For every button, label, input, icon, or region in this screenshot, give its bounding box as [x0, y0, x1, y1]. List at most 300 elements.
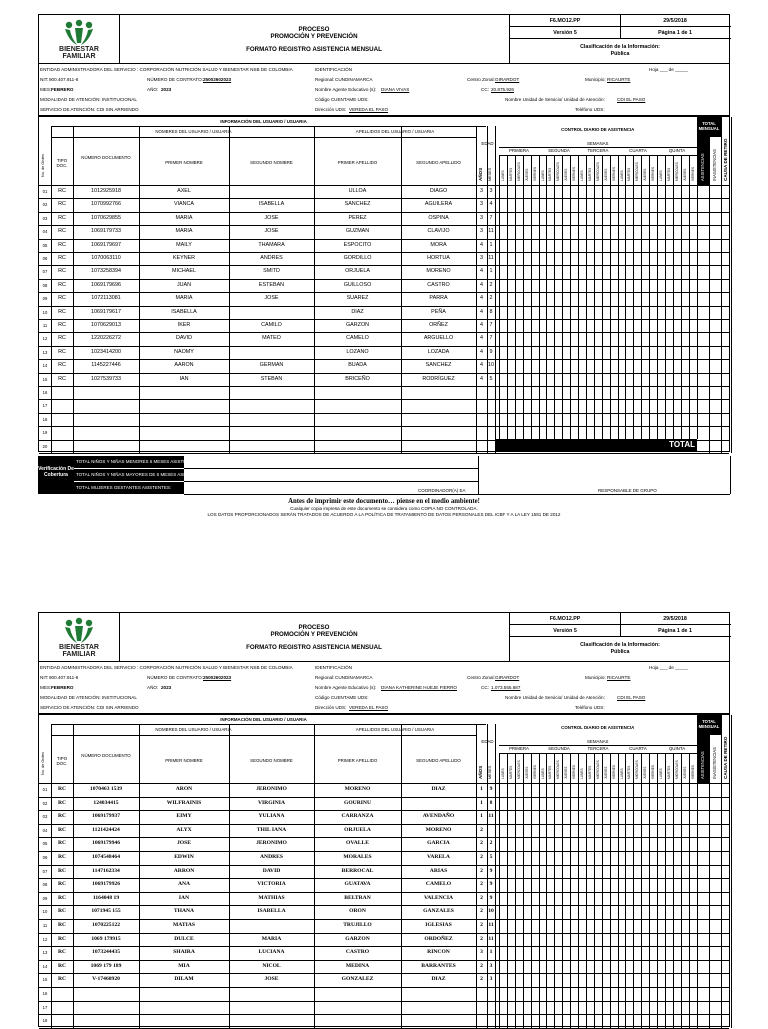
- first-surname[interactable]: GUILLOSO: [343, 282, 372, 288]
- week-1-header: PRIMERA: [508, 148, 529, 153]
- second-surname[interactable]: OSPINA: [428, 215, 449, 221]
- age-years[interactable]: 3: [480, 255, 483, 261]
- first-name[interactable]: VIANCA: [173, 201, 195, 207]
- age-months[interactable]: 8: [489, 309, 493, 315]
- second-surname[interactable]: ORÑEZ: [429, 322, 448, 328]
- rule-line: [499, 155, 697, 156]
- first-name[interactable]: JUAN: [176, 282, 192, 288]
- first-name[interactable]: NAOMY: [174, 349, 194, 355]
- document-type[interactable]: RC: [58, 322, 66, 328]
- age-months[interactable]: 7: [489, 322, 493, 328]
- first-surname[interactable]: CARRANZA: [341, 813, 374, 819]
- second-name[interactable]: ANDRES: [259, 854, 283, 860]
- format-version: Versión 5: [553, 628, 577, 634]
- day-header: MARTES: [627, 765, 631, 779]
- rule-line: [39, 1014, 729, 1015]
- modalidad-label: MODALIDAD DE ATENCIÓN: INSTITUCIONAL: [40, 97, 137, 102]
- first-name[interactable]: MARIA: [175, 228, 193, 234]
- first-name[interactable]: IAN: [179, 376, 189, 382]
- second-surname[interactable]: VARELA: [427, 854, 450, 860]
- agente-value: DIANA VIVAS: [381, 87, 410, 92]
- document-type[interactable]: RC: [58, 255, 66, 261]
- day-header: MIERCOLES: [675, 162, 679, 181]
- segundo-apellido-header: SEGUNDO APELLIDO: [416, 758, 461, 763]
- first-name[interactable]: ISABELLA: [171, 309, 197, 315]
- second-name[interactable]: SMITD: [263, 268, 280, 274]
- second-name[interactable]: MARIA: [261, 936, 282, 942]
- document-type[interactable]: RC: [57, 949, 67, 955]
- document-number[interactable]: 1070063110: [91, 255, 121, 261]
- document-type[interactable]: RC: [58, 362, 66, 368]
- rule-line: [620, 15, 621, 38]
- second-name[interactable]: JERONIMO: [256, 840, 287, 846]
- rule-line: [39, 783, 729, 784]
- document-type[interactable]: RC: [58, 335, 66, 341]
- first-surname[interactable]: ORJUELA: [344, 827, 371, 833]
- second-name[interactable]: GERMAN: [259, 362, 284, 368]
- rule-line: [401, 126, 402, 453]
- first-name[interactable]: ARRON: [173, 868, 195, 874]
- document-type[interactable]: RC: [58, 201, 66, 207]
- second-name[interactable]: MATHIAS: [258, 895, 285, 901]
- document-type[interactable]: RC: [58, 188, 66, 194]
- age-years[interactable]: 2: [480, 895, 483, 901]
- first-name[interactable]: EIMY: [176, 813, 192, 819]
- day-header: VIERNES: [612, 765, 616, 779]
- num-doc-header: NÚMERO DOCUMENTO: [81, 155, 131, 160]
- first-name[interactable]: MIA: [178, 963, 190, 969]
- first-name[interactable]: JOSE: [177, 840, 191, 846]
- age-years[interactable]: 4: [480, 376, 483, 382]
- document-type[interactable]: RC: [58, 215, 66, 221]
- age-months[interactable]: 5: [489, 854, 493, 860]
- age-months[interactable]: 5: [489, 376, 493, 382]
- second-surname[interactable]: MORA: [430, 242, 447, 248]
- rule-line: [39, 973, 729, 974]
- second-name[interactable]: DAVID: [262, 868, 281, 874]
- first-surname[interactable]: BERROCAL: [341, 868, 374, 874]
- age-years[interactable]: 3: [480, 201, 483, 207]
- age-months[interactable]: 8: [489, 800, 493, 806]
- age-years[interactable]: 1: [480, 800, 483, 806]
- document-number[interactable]: 1027539733: [91, 376, 121, 382]
- second-name[interactable]: JOSE: [264, 228, 279, 234]
- first-surname[interactable]: BRICEÑO: [345, 376, 370, 382]
- document-type[interactable]: RC: [58, 376, 66, 382]
- first-surname[interactable]: BELTRAN: [344, 895, 371, 901]
- first-surname[interactable]: GARZON: [345, 936, 370, 942]
- age-years[interactable]: 4: [480, 268, 483, 274]
- second-surname[interactable]: GANZALES: [423, 908, 454, 914]
- first-name[interactable]: SHAIRA: [173, 949, 195, 955]
- servicio-label: SERVICIO DE ATENCIÓN: CDI SIN ARRIENDO: [40, 705, 139, 710]
- primer-nombre-header: PRIMER NOMBRE: [165, 160, 203, 165]
- first-name[interactable]: IAN: [178, 895, 190, 901]
- second-name[interactable]: ISABELLA: [257, 908, 286, 914]
- rule-line: [51, 126, 52, 453]
- week-3-header: TERCERA: [587, 148, 609, 153]
- age-years[interactable]: 1: [480, 786, 483, 792]
- age-years[interactable]: 4: [480, 309, 483, 315]
- age-years[interactable]: 4: [480, 349, 483, 355]
- second-surname[interactable]: SANCHEZ: [425, 362, 452, 368]
- age-months[interactable]: 9: [489, 881, 493, 887]
- anio-label: AÑO:: [147, 87, 159, 92]
- nombres-header: NOMBRES DEL USUARIO / USUARIA: [155, 129, 232, 134]
- document-type[interactable]: RC: [58, 349, 66, 355]
- age-years[interactable]: 2: [480, 936, 483, 942]
- second-name[interactable]: NICOL: [262, 963, 281, 969]
- second-surname[interactable]: IGLESIAS: [425, 922, 452, 928]
- first-name[interactable]: MARIA: [175, 215, 193, 221]
- age-months[interactable]: 7: [489, 215, 493, 221]
- document-number[interactable]: V-17460920: [92, 976, 120, 982]
- document-number[interactable]: 1073258394: [91, 268, 121, 274]
- age-months[interactable]: 3: [489, 976, 493, 982]
- regional-value: CUNDINAMARCA: [335, 675, 373, 680]
- first-name[interactable]: WILFRAINIS: [166, 800, 202, 806]
- age-years[interactable]: 4: [480, 282, 483, 288]
- second-surname[interactable]: CAMELO: [425, 881, 452, 887]
- rule-line: [731, 117, 732, 453]
- age-years[interactable]: 4: [480, 242, 483, 248]
- first-surname[interactable]: GARZON: [345, 322, 370, 328]
- age-months[interactable]: 11: [488, 813, 494, 819]
- info-usuario-header: INFORMACIÓN DEL USUARIO / USUARIA: [220, 119, 307, 124]
- first-surname[interactable]: CASTRO: [345, 949, 370, 955]
- age-years[interactable]: 3: [480, 228, 483, 234]
- document-type[interactable]: RC: [57, 813, 67, 819]
- entidad-label: ENTIDAD ADMINISTRADORA DEL SERVICIO : CORPORACIÓN NUTRICIÓN SALUD Y BIENESTAR NSB DE COLOMBIA: [40, 665, 293, 670]
- second-surname[interactable]: RODRÍGUEZ: [422, 376, 455, 382]
- first-name[interactable]: DAVID: [175, 335, 193, 341]
- second-surname[interactable]: ARGUELLO: [423, 335, 454, 341]
- age-years[interactable]: 4: [480, 362, 483, 368]
- second-name[interactable]: JOSE: [264, 215, 279, 221]
- servicio-label: SERVICIO DE ATENCIÓN: CDI SIN ARRIENDO: [40, 107, 139, 112]
- age-years[interactable]: 3: [480, 949, 483, 955]
- document-type[interactable]: RC: [58, 268, 66, 274]
- second-name[interactable]: MATEO: [262, 335, 281, 341]
- second-name[interactable]: JERONIMO: [256, 786, 287, 792]
- document-type[interactable]: RC: [57, 786, 67, 792]
- age-months[interactable]: 11: [488, 936, 494, 942]
- document-type[interactable]: RC: [57, 908, 67, 914]
- age-years[interactable]: 2: [480, 976, 483, 982]
- second-surname[interactable]: DIAGO: [429, 188, 448, 194]
- document-number[interactable]: 1121424424: [92, 827, 120, 833]
- no-orden-header: No. de Orden: [41, 752, 45, 775]
- second-surname[interactable]: CLAVIJO: [427, 228, 450, 234]
- age-months[interactable]: 3: [489, 188, 493, 194]
- second-name[interactable]: STEBAN: [260, 376, 283, 382]
- age-years[interactable]: 4: [480, 295, 483, 301]
- attendance-table: [38, 714, 730, 1027]
- document-type[interactable]: RC: [58, 228, 66, 234]
- age-months[interactable]: 11: [488, 255, 494, 261]
- age-years[interactable]: 3: [480, 188, 483, 194]
- age-years[interactable]: 2: [480, 868, 483, 874]
- first-surname[interactable]: LOZANO: [346, 349, 369, 355]
- age-years[interactable]: 2: [480, 827, 483, 833]
- second-surname[interactable]: ARIAS: [429, 868, 448, 874]
- day-header: LUNES: [541, 170, 545, 181]
- document-number[interactable]: 1069 179 189: [90, 963, 122, 969]
- age-months[interactable]: 9: [489, 786, 493, 792]
- age-months[interactable]: 11: [488, 922, 494, 928]
- first-surname[interactable]: PEREZ: [348, 215, 367, 221]
- row-number: 01: [42, 787, 48, 792]
- mes-label: MES:: [40, 87, 52, 92]
- day-header: VIERNES: [651, 765, 655, 779]
- first-surname[interactable]: MORENO: [344, 786, 371, 792]
- age-years[interactable]: 2: [480, 922, 483, 928]
- first-name[interactable]: IKER: [177, 322, 191, 328]
- first-surname[interactable]: ESPOCITO: [343, 242, 372, 248]
- second-surname[interactable]: GARCIA: [427, 840, 450, 846]
- second-surname[interactable]: MORENO: [425, 827, 452, 833]
- municipio-label: Municipio:: [585, 77, 606, 82]
- second-surname[interactable]: AVENDAÑO: [422, 813, 455, 819]
- first-name[interactable]: ANA: [177, 881, 191, 887]
- document-number[interactable]: 1069179617: [91, 309, 121, 315]
- first-surname[interactable]: ULLOA: [348, 188, 367, 194]
- second-name[interactable]: ISABELLA: [258, 201, 285, 207]
- document-number[interactable]: 1023414200: [91, 349, 121, 355]
- day-header: LUNES: [501, 170, 505, 181]
- day-header: JUEVES: [683, 168, 687, 181]
- age-months[interactable]: 1: [489, 268, 493, 274]
- second-name[interactable]: YULIANA: [258, 813, 285, 819]
- first-name[interactable]: DULCE: [174, 936, 194, 942]
- second-surname[interactable]: HORTUA: [427, 255, 450, 261]
- day-header: LUNES: [501, 768, 505, 779]
- document-number[interactable]: 1070992766: [91, 201, 121, 207]
- first-surname[interactable]: SANCHEZ: [344, 201, 371, 207]
- first-name[interactable]: MAILY: [176, 242, 192, 248]
- document-number[interactable]: 1069 179915: [91, 936, 121, 942]
- age-months[interactable]: 1: [489, 949, 493, 955]
- document-number[interactable]: 1069179733: [91, 228, 121, 234]
- contrato-label: NÚMERO DE CONTRATO:: [147, 675, 203, 680]
- age-months[interactable]: 3: [489, 963, 493, 969]
- second-name[interactable]: VIRGINIA: [257, 800, 286, 806]
- first-surname[interactable]: GUATAVA: [344, 881, 371, 887]
- rule-line: [139, 126, 140, 453]
- day-header: VIERNES: [572, 765, 576, 779]
- age-months[interactable]: 11: [488, 228, 494, 234]
- week-2-header: SEGUNDA: [548, 148, 570, 153]
- day-header: VIERNES: [533, 765, 537, 779]
- first-name[interactable]: AXEL: [177, 188, 191, 194]
- second-surname[interactable]: CASTRO: [427, 282, 450, 288]
- second-surname[interactable]: LOZADA: [427, 349, 450, 355]
- row-number: 02: [42, 801, 48, 806]
- document-type[interactable]: RC: [57, 854, 67, 860]
- age-months[interactable]: 9: [489, 349, 493, 355]
- document-number[interactable]: 1070463 1539: [89, 786, 123, 792]
- age-years[interactable]: 4: [480, 335, 483, 341]
- segundo-nombre-header: SEGUNDO NOMBRE: [250, 160, 293, 165]
- document-type[interactable]: RC: [57, 922, 67, 928]
- document-number[interactable]: 1069179926: [92, 881, 120, 887]
- age-years[interactable]: 2: [480, 908, 483, 914]
- second-name[interactable]: ANDRES: [260, 255, 283, 261]
- first-surname[interactable]: ORJUELA: [345, 268, 370, 274]
- first-name[interactable]: ALYX: [176, 827, 192, 833]
- second-name[interactable]: THAMARA: [258, 242, 285, 248]
- responsable-label: RESPONSABLE DE GRUPO: [598, 488, 657, 493]
- document-number[interactable]: 1070629013: [91, 322, 121, 328]
- second-name[interactable]: THIL IANA: [256, 827, 287, 833]
- second-surname[interactable]: AGUILERA: [424, 201, 453, 207]
- first-surname[interactable]: DIAZ: [351, 309, 364, 315]
- document-type[interactable]: RC: [57, 976, 67, 982]
- first-name[interactable]: MATIAS: [173, 922, 195, 928]
- row-number: 13: [42, 350, 48, 355]
- primer-nombre-header: PRIMER NOMBRE: [165, 758, 203, 763]
- second-surname[interactable]: DIAZ: [431, 976, 446, 982]
- second-surname[interactable]: RINCON: [427, 949, 450, 955]
- age-months[interactable]: 2: [489, 282, 493, 288]
- second-name[interactable]: VICTORIA: [257, 881, 286, 887]
- rule-line: [314, 126, 315, 453]
- row-number: 06: [42, 256, 48, 261]
- second-surname[interactable]: VALENCIA: [423, 895, 454, 901]
- document-type[interactable]: RC: [57, 963, 67, 969]
- second-surname[interactable]: DIAZ: [431, 786, 446, 792]
- age-years[interactable]: 2: [480, 840, 483, 846]
- document-number[interactable]: 1070225122: [92, 922, 120, 928]
- age-months[interactable]: 2: [489, 840, 493, 846]
- document-type[interactable]: RC: [58, 242, 66, 248]
- first-surname[interactable]: SUAREZ: [346, 295, 369, 301]
- first-name[interactable]: KEYNER: [172, 255, 196, 261]
- second-name[interactable]: ESTEBAN: [258, 282, 285, 288]
- day-header: LUNES: [659, 170, 663, 181]
- first-surname[interactable]: GONZALEZ: [341, 976, 374, 982]
- document-number[interactable]: 1070629855: [91, 215, 121, 221]
- document-number[interactable]: 1074548464: [92, 854, 120, 860]
- document-number[interactable]: 1069179696: [91, 282, 121, 288]
- document-number[interactable]: 1073244435: [92, 949, 120, 955]
- age-months[interactable]: 10: [488, 908, 494, 914]
- first-name[interactable]: MICHAEL: [172, 268, 196, 274]
- first-name[interactable]: ARON: [175, 786, 193, 792]
- document-type[interactable]: RC: [57, 881, 67, 887]
- age-months[interactable]: 7: [489, 335, 493, 341]
- document-number[interactable]: 1071945 155: [91, 908, 121, 914]
- day-header: JUEVES: [643, 168, 647, 181]
- document-type[interactable]: RC: [58, 309, 66, 315]
- mes-label: MES:: [40, 685, 52, 690]
- age-months[interactable]: 2: [489, 295, 493, 301]
- age-months[interactable]: 9: [489, 895, 493, 901]
- document-number[interactable]: 1069179937: [92, 813, 120, 819]
- first-name[interactable]: EDWIN: [174, 854, 194, 860]
- second-surname[interactable]: PEÑA: [431, 309, 446, 315]
- municipio-value: RICAURTE: [607, 77, 631, 82]
- second-name[interactable]: JOSE: [264, 295, 279, 301]
- document-number[interactable]: 1069179946: [92, 840, 120, 846]
- first-surname[interactable]: GOURINU: [343, 800, 372, 806]
- age-years[interactable]: 4: [480, 322, 483, 328]
- age-years[interactable]: 2: [480, 854, 483, 860]
- first-surname[interactable]: TRUJILLO: [343, 922, 372, 928]
- first-surname[interactable]: GUZMAN: [345, 228, 370, 234]
- age-years[interactable]: 2: [480, 963, 483, 969]
- age-years[interactable]: 3: [480, 215, 483, 221]
- second-name[interactable]: JOSE: [264, 976, 279, 982]
- segundo-nombre-header: SEGUNDO NOMBRE: [250, 758, 293, 763]
- document-number[interactable]: 1147162334: [92, 868, 120, 874]
- first-surname[interactable]: BUADA: [348, 362, 367, 368]
- document-number[interactable]: 1164048 19: [92, 895, 120, 901]
- first-surname[interactable]: MEDINA: [345, 963, 370, 969]
- first-name[interactable]: AARON: [174, 362, 194, 368]
- document-type[interactable]: RC: [57, 936, 67, 942]
- first-name[interactable]: DILAM: [174, 976, 194, 982]
- rule-line: [51, 724, 52, 1028]
- page-number: Página 1 de 1: [658, 628, 692, 634]
- document-type[interactable]: RC: [57, 800, 67, 806]
- document-type[interactable]: RC: [57, 840, 67, 846]
- age-years[interactable]: 1: [480, 813, 483, 819]
- day-header: MIERCOLES: [517, 760, 521, 779]
- document-number[interactable]: 124034415: [93, 800, 119, 806]
- document-number[interactable]: 1072113081: [91, 295, 121, 301]
- first-name[interactable]: THANA: [173, 908, 195, 914]
- first-name[interactable]: MARIA: [175, 295, 193, 301]
- first-surname[interactable]: CAMELO: [346, 335, 369, 341]
- rule-line: [39, 960, 729, 961]
- document-type[interactable]: RC: [57, 827, 67, 833]
- edad-header: EDAD: [481, 141, 494, 146]
- entidad-label: ENTIDAD ADMINISTRADORA DEL SERVICIO : CORPORACIÓN NUTRICIÓN SALUD Y BIENESTAR NSB DE COLOMBIA: [40, 67, 293, 72]
- second-surname[interactable]: ORDOÑEZ: [424, 936, 453, 942]
- anio-value: 2023: [161, 685, 172, 690]
- anio-value: 2023: [161, 87, 172, 92]
- second-surname[interactable]: PARRA: [429, 295, 448, 301]
- age-months[interactable]: 4: [489, 201, 493, 207]
- edad-header: EDAD: [481, 739, 494, 744]
- age-years[interactable]: 2: [480, 881, 483, 887]
- document-type[interactable]: RC: [58, 282, 66, 288]
- document-number[interactable]: 1012925918: [91, 188, 121, 194]
- first-surname[interactable]: OVALLE: [346, 840, 369, 846]
- second-name[interactable]: CAMILO: [261, 322, 282, 328]
- rule-line: [39, 399, 729, 400]
- age-months[interactable]: 9: [489, 868, 493, 874]
- second-surname[interactable]: BARRANTES: [421, 963, 456, 969]
- rule-line: [39, 837, 729, 838]
- first-surname[interactable]: ORON: [349, 908, 366, 914]
- first-surname[interactable]: GORDILLO: [343, 255, 372, 261]
- rule-line: [39, 878, 729, 879]
- second-name[interactable]: LUCIANA: [258, 949, 285, 955]
- age-months[interactable]: 10: [488, 362, 494, 368]
- direccion-label: Dirección UDS:: [315, 705, 347, 710]
- document-type[interactable]: RC: [58, 295, 66, 301]
- document-type[interactable]: RC: [57, 868, 67, 874]
- age-months[interactable]: 1: [489, 242, 493, 248]
- document-number[interactable]: 1069179697: [91, 242, 121, 248]
- document-number[interactable]: 1145227446: [91, 362, 121, 368]
- first-surname[interactable]: MORALES: [343, 854, 372, 860]
- document-number[interactable]: 1220226272: [91, 335, 121, 341]
- second-surname[interactable]: MORENO: [426, 268, 451, 274]
- document-type[interactable]: RC: [57, 895, 67, 901]
